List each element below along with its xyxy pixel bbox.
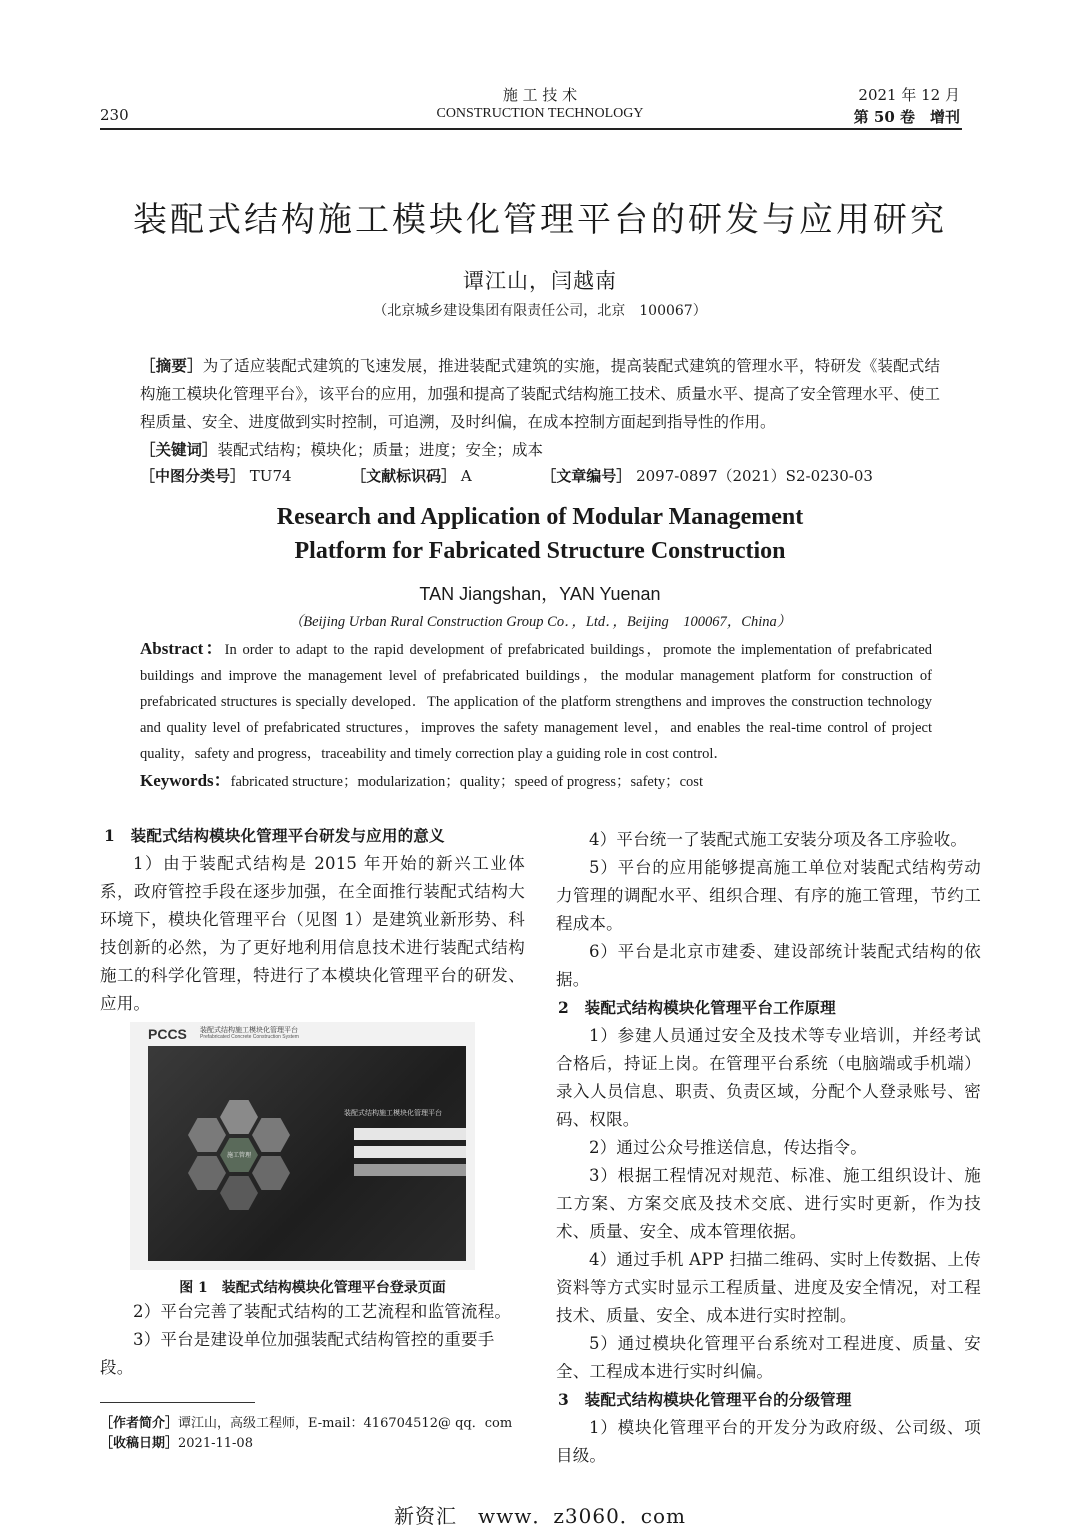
journal-title-cn: 施 工 技 术 — [502, 86, 578, 104]
left-column-continued — [100, 1298, 525, 1382]
title-cn: 装配式结构施工模块化管理平台的研发与应用研究 — [133, 200, 947, 240]
paragraph: 1）参建人员通过安全及技术等专业培训，并经考试合格后，持证上岗。在管理平台系统（电脑端或手机端）录入人员信息、职责、负责区域，分配个人登录账号、密码、权限。 — [556, 1026, 981, 1129]
classification-line — [140, 462, 940, 490]
password-input[interactable] — [354, 1146, 466, 1158]
article-number-label: ［文章编号］ — [541, 467, 632, 485]
abstract-cn-label: ［摘要］ — [140, 356, 203, 375]
right-column — [556, 826, 981, 1470]
clc-value: TU74 — [249, 467, 292, 485]
paragraph: 5）平台的应用能够提高施工单位对装配式结构劳动力管理的调配水平、组织合理、有序的施工管理，节约工程成本。 — [556, 858, 981, 933]
login-title: 装配式结构施工模块化管理平台 — [344, 1109, 442, 1117]
hex-tile — [220, 1100, 258, 1134]
journal-title-en: CONSTRUCTION TECHNOLOGY — [436, 106, 644, 121]
abstract-en-label: Abstract： — [140, 639, 225, 658]
article-number-value: 2097-0897（2021）S2-0230-03 — [636, 467, 873, 485]
abstract-cn — [140, 352, 940, 436]
left-column — [100, 822, 525, 1018]
section-2-heading: 2 装配式结构模块化管理平台工作原理 — [558, 998, 836, 1017]
paragraph: 4）平台统一了装配式施工安装分项及各工序验收。 — [589, 830, 968, 849]
issue-date: 2021 年 12 月 — [858, 86, 960, 104]
figure-logo: PCCS — [148, 1026, 187, 1042]
hex-tile — [252, 1118, 290, 1152]
watermark: 新资汇 www．z3060．com — [394, 1504, 686, 1528]
title-en-line2: Platform for Fabricated Structure Construction — [294, 538, 786, 564]
volume: 第 50 卷 增刊 — [853, 108, 960, 126]
affiliation-cn: （北京城乡建设集团有限责任公司，北京 100067） — [373, 303, 707, 319]
paragraph: 4）通过手机 APP 扫描二维码、实时上传数据、上传资料等方式实时显示工程质量、进度及安全情况，对工程技术、质量、安全、成本进行实时控制。 — [556, 1250, 981, 1325]
authors-cn: 谭江山，闫越南 — [463, 269, 617, 293]
title-en-line1: Research and Application of Modular Management — [276, 504, 804, 530]
paragraph: 6）平台是北京市建委、建设部统计装配式结构的依据。 — [556, 942, 981, 989]
keywords-cn — [140, 436, 940, 464]
received-date-text: 2021-11-08 — [178, 1436, 253, 1451]
header-rule — [100, 128, 962, 130]
footnote-rule — [100, 1402, 255, 1403]
paragraph: 3）根据工程情况对规范、标准、施工组织设计、施工方案、方案交底及技术交底、进行实时更新，作为技术、质量、安全、成本管理依据。 — [556, 1166, 981, 1241]
hex-label: 施工管理 — [226, 1152, 251, 1159]
author-info-label: ［作者简介］ — [100, 1416, 179, 1431]
paragraph: 5）通过模块化管理平台系统对工程进度、质量、安全、工程成本进行实时纠偏。 — [556, 1334, 981, 1381]
figure-header-title: 装配式结构施工模块化管理平台 — [200, 1026, 298, 1034]
hex-tile — [188, 1156, 226, 1190]
authors-en: TAN Jiangshan，YAN Yuenan — [419, 584, 661, 604]
abstract-en-text: In order to adapt to the rapid development of prefabricated buildings，promote the implementation of prefabricated buildings and improve the management level of prefabricated buildings，the modular management platform for construction of prefabricated structures is specially developed．The application of the platform strengthens and improves the construction technology and quality level of prefabricated structures，improves the safety management level，and enables the real-time control of project quality，safety and progress，traceability and timely correction play a guiding role in cost control． — [140, 642, 933, 762]
keywords-cn-label: ［关键词］ — [140, 440, 218, 459]
keywords-en-text: fabricated structure；modularization；quality；speed of progress；safety；cost — [230, 774, 703, 790]
hex-tile — [188, 1118, 226, 1152]
abstract-cn-text: 为了适应装配式建筑的飞速发展，推进装配式建筑的实施，提高装配式建筑的管理水平，特研发《装配式结构施工模块化管理平台》，该平台的应用，加强和提高了装配式结构施工技术、质量水平、提高了安全管理水平、使工程质量、安全、进度做到实时控制，可追溯，及时纠偏，在成本控制方面起到指导性的作用。 — [140, 357, 940, 431]
page-number: 230 — [100, 106, 129, 124]
hex-tile — [220, 1176, 258, 1210]
keywords-cn-text: 装配式结构；模块化；质量；进度；安全；成本 — [217, 441, 544, 459]
keywords-en — [140, 768, 932, 795]
author-info-text: 谭江山，高级工程师，E-mail：416704512@ qq．com — [178, 1416, 513, 1431]
paragraph: 2）平台完善了装配式结构的工艺流程和监管流程。 — [133, 1302, 512, 1321]
figure-header-subtitle: Prefabricated Concrete Construction System — [200, 1034, 299, 1040]
footnote — [100, 1414, 512, 1454]
received-date-label: ［收稿日期］ — [100, 1436, 179, 1451]
figure-1-caption: 图 1 装配式结构模块化管理平台登录页面 — [179, 1280, 446, 1296]
affiliation-en: （Beijing Urban Rural Construction Group Co．，Ltd．，Beijing 100067，China） — [288, 614, 792, 630]
login-button[interactable] — [354, 1164, 466, 1176]
paragraph: 1）由于装配式结构是 2015 年开始的新兴工业体系，政府管控手段在逐步加强，在全面推行装配式结构大环境下，模块化管理平台（见图 1）是建筑业新形势、科技创新的必然，为了更好地利用信息技术进行装配式结构施工的科学化管理，特进行了本模块化管理平台的研发、应用。 — [100, 854, 525, 1013]
abstract-en — [140, 636, 932, 767]
figure-1 — [130, 1022, 475, 1270]
section-3-heading: 3 装配式结构模块化管理平台的分级管理 — [558, 1390, 852, 1409]
paragraph: 1）模块化管理平台的开发分为政府级、公司级、项目级。 — [556, 1418, 981, 1465]
keywords-en-label: Keywords： — [140, 771, 231, 790]
section-1-heading: 1 装配式结构模块化管理平台研发与应用的意义 — [104, 826, 445, 845]
clc-label: ［中图分类号］ — [140, 467, 246, 485]
paragraph: 3）平台是建设单位加强装配式结构管控的重要手段。 — [100, 1330, 495, 1377]
username-input[interactable] — [354, 1128, 466, 1140]
login-screen — [148, 1046, 466, 1261]
doc-code-label: ［文献标识码］ — [351, 467, 457, 485]
doc-code-value: A — [460, 467, 472, 485]
hex-tile — [252, 1156, 290, 1190]
paragraph: 2）通过公众号推送信息，传达指令。 — [589, 1138, 867, 1157]
